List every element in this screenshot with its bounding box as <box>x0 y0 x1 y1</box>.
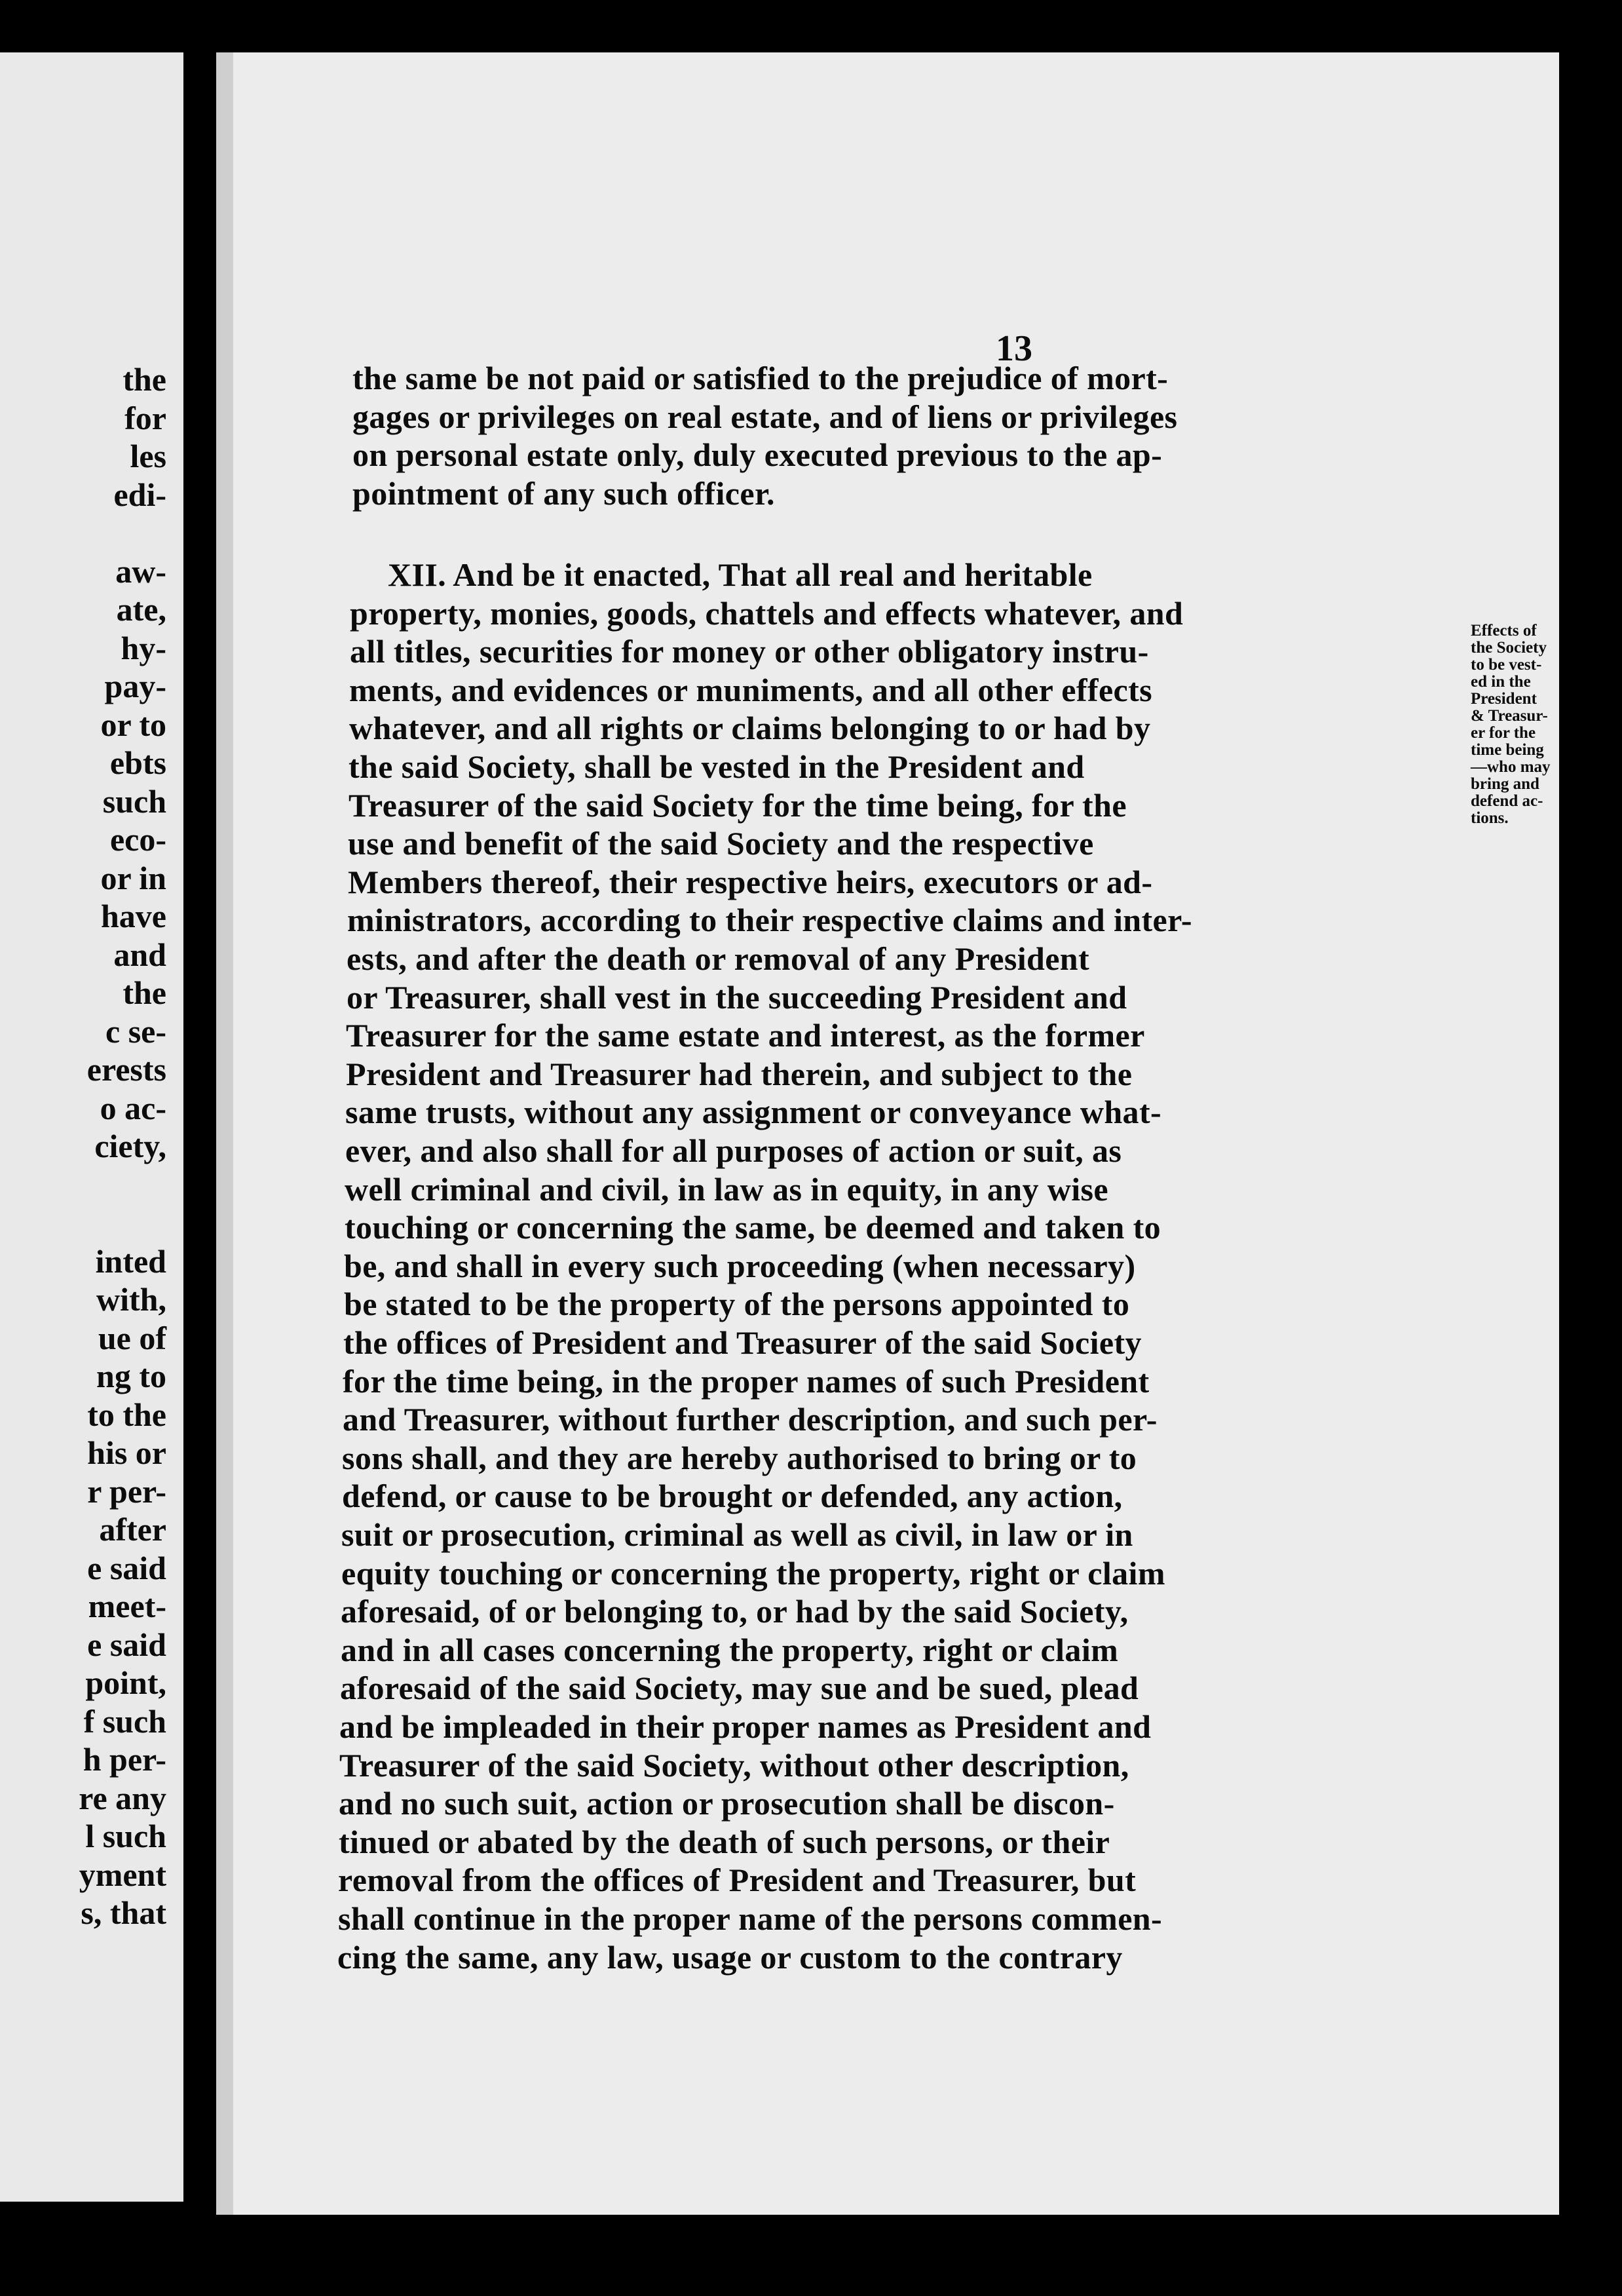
text-line: property, monies, goods, chattels and effects whatever, and <box>350 594 1184 632</box>
left-page-fragment: s, that <box>81 1894 166 1931</box>
left-page-fragment: les <box>130 438 166 474</box>
left-page-fragment: o ac- <box>100 1089 166 1126</box>
left-page-fragment: aw- <box>115 552 166 590</box>
text-line: the offices of President and Treasurer of the said Society <box>343 1324 1142 1361</box>
text-line: ministrators, according to their respective claims and inter- <box>347 902 1192 939</box>
left-page-fragment: and <box>113 936 166 973</box>
margin-note-line: & Treasur- <box>1471 707 1548 725</box>
text-line: suit or prosecution, criminal as well as civil, in law or in <box>341 1516 1133 1553</box>
text-line: use and benefit of the said Society and the respective <box>348 825 1094 862</box>
margin-note-line: Effects of <box>1471 622 1537 640</box>
margin-note-line: tions. <box>1471 809 1509 827</box>
margin-note-line: defend ac- <box>1471 792 1543 810</box>
text-line: defend, or cause to be brought or defended, any action, <box>342 1478 1123 1515</box>
text-line: and in all cases concerning the property, right or claim <box>341 1631 1119 1668</box>
left-page-fragment: c se- <box>105 1012 166 1050</box>
left-page-fragment: after <box>99 1511 166 1548</box>
text-line: the same be not paid or satisfied to the prejudice of mort- <box>352 360 1169 396</box>
text-line: removal from the offices of President and Treasurer, but <box>338 1862 1137 1899</box>
left-page-fragment: with, <box>96 1281 166 1318</box>
margin-note-line: ed in the <box>1471 673 1531 691</box>
text-line: be, and shall in every such proceeding (when necessary) <box>344 1247 1136 1284</box>
text-line: same trusts, without any assignment or conveyance what- <box>345 1094 1162 1131</box>
left-page-fragment: point, <box>85 1664 166 1701</box>
page-number: 13 <box>996 328 1032 369</box>
left-page-fragment: such <box>102 782 166 820</box>
right-page <box>216 52 1559 2215</box>
margin-note-line: to be vest- <box>1471 656 1542 674</box>
text-line: gages or privileges on real estate, and of liens or privileges <box>352 398 1178 435</box>
text-line: Treasurer for the same estate and interest, as the former <box>346 1017 1145 1054</box>
left-page-fragment: his or <box>87 1434 166 1471</box>
left-page-fragment: inted <box>95 1242 166 1280</box>
text-line: cing the same, any law, usage or custom to the contrary <box>337 1938 1123 1976</box>
text-line: all titles, securities for money or other obligatory instru- <box>350 633 1149 670</box>
left-page-fragment: ng to <box>96 1358 166 1394</box>
text-line: whatever, and all rights or claims belonging to or had by <box>349 710 1151 747</box>
left-page-fragment: have <box>101 898 166 934</box>
left-page-fragment: or in <box>100 859 166 896</box>
margin-note-line: President <box>1471 690 1537 708</box>
left-page-fragment: e said <box>87 1626 166 1663</box>
left-page-fragment: h per- <box>83 1741 166 1778</box>
text-line: and no such suit, action or prosecution shall be discon- <box>339 1785 1115 1822</box>
text-line: ests, and after the death or removal of any President <box>347 940 1090 977</box>
left-page-fragment: hy- <box>121 629 166 666</box>
left-page-fragment: re any <box>79 1779 166 1816</box>
left-page-fragment: yment <box>79 1856 166 1893</box>
text-line: and be impleaded in their proper names as President and <box>339 1708 1152 1745</box>
text-line: Members thereof, their respective heirs, executors or ad- <box>348 863 1153 900</box>
text-line: equity touching or concerning the property, right or claim <box>341 1554 1165 1592</box>
margin-note-line: the Society <box>1471 639 1547 657</box>
left-page-fragment: the <box>123 974 166 1011</box>
left-page-fragment: pay- <box>104 668 166 704</box>
text-line: pointment of any such officer. <box>352 474 775 512</box>
text-line: for the time being, in the proper names of such President <box>343 1362 1150 1400</box>
left-page-fragment: for <box>124 399 166 436</box>
text-line: ments, and evidences or muniments, and all other effects <box>349 671 1153 708</box>
text-line: Treasurer of the said Society, without other description, <box>339 1746 1129 1784</box>
left-page-fragment: meet- <box>88 1588 166 1624</box>
left-page-fragment: or to <box>100 706 166 743</box>
left-page-fragment: the <box>123 361 166 398</box>
text-line: well criminal and civil, in law as in equity, in any wise <box>345 1170 1108 1208</box>
margin-note <box>1471 622 1575 827</box>
left-page-edge <box>0 52 183 2202</box>
left-page-fragment: ate, <box>116 591 166 628</box>
left-page-fragment: to the <box>87 1396 166 1433</box>
text-line: aforesaid, of or belonging to, or had by the said Society, <box>341 1593 1129 1630</box>
text-line: and Treasurer, without further description, and such per- <box>343 1401 1158 1438</box>
margin-note-line: bring and <box>1471 775 1539 793</box>
left-page-fragment: f such <box>83 1702 166 1740</box>
text-line: sons shall, and they are hereby authorised to bring or to <box>342 1439 1137 1476</box>
left-page-fragment: ue of <box>98 1319 166 1356</box>
left-page-fragment: r per- <box>87 1472 166 1510</box>
text-line: on personal estate only, duly executed previous to the ap- <box>352 436 1163 474</box>
left-page-fragment: ebts <box>109 744 166 781</box>
text-line: tinued or abated by the death of such persons, or their <box>339 1823 1110 1860</box>
left-page-fragment: erests <box>86 1051 166 1088</box>
left-page-fragment: edi- <box>113 476 166 513</box>
margin-note-line: er for the <box>1471 724 1536 742</box>
text-line: shall continue in the proper name of the persons commen- <box>338 1900 1163 1937</box>
text-line: or Treasurer, shall vest in the succeeding President and <box>347 978 1127 1016</box>
margin-note-line: —who may <box>1471 758 1551 776</box>
text-line: touching or concerning the same, be deemed and taken to <box>345 1209 1161 1246</box>
text-line: be stated to be the property of the persons appointed to <box>344 1286 1130 1323</box>
left-page-fragment: e said <box>87 1549 166 1586</box>
section-heading-line: XII. And be it enacted, That all real and heritable <box>388 556 1093 593</box>
left-page-fragment: l such <box>85 1818 166 1854</box>
text-line: the said Society, shall be vested in the President and <box>349 748 1085 785</box>
text-line: Treasurer of the said Society for the time being, for the <box>349 786 1127 824</box>
left-page-fragment: eco- <box>109 821 166 858</box>
text-line: aforesaid of the said Society, may sue and be sued, plead <box>340 1670 1139 1707</box>
text-line: President and Treasurer had therein, and subject to the <box>346 1055 1133 1092</box>
left-page-fragment: ciety, <box>94 1128 166 1164</box>
text-line: ever, and also shall for all purposes of action or suit, as <box>345 1132 1122 1169</box>
margin-note-line: time being <box>1471 741 1544 759</box>
